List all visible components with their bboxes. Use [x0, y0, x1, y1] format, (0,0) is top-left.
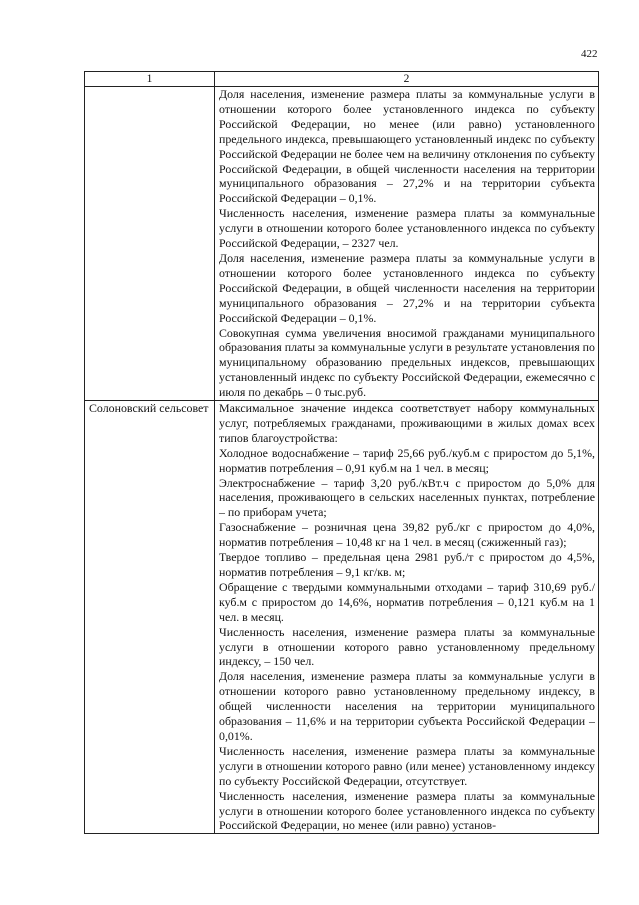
paragraph: Доля населения, изменение размера платы за коммунальные услуги в отношении которого равно установленному предельному индексу, в общей численности населения на территории муниципального образования – 11,6% и на территории субъекта Российской Федерации – 0,01%. [219, 669, 595, 743]
table-header-row [85, 72, 599, 87]
description-cell [215, 87, 599, 401]
paragraph: Максимальное значение индекса соответствует набору коммунальных услуг, потребляемых гражданами, проживающими в жилых домах всех типов благоустройства: [219, 401, 595, 445]
table-row [85, 401, 599, 834]
region-cell: Солоновский сельсовет [85, 401, 215, 834]
document-table [84, 71, 599, 834]
table-row [85, 87, 599, 401]
paragraph: Электроснабжение – тариф 3,20 руб./кВт.ч с приростом до 5,0% для населения, проживающего в сельских населенных пунктах, потребление – по приборам учета; [219, 475, 595, 520]
description-cell [215, 401, 599, 834]
paragraph: Доля населения, изменение размера платы за коммунальные услуги в отношении которого более установленного индекса по субъекту Российской Федерации, но менее (или равно) установленного предельного индекса, превышающего установленный индекс по субъекту Российской Федерации не более чем на величину отклонения по субъекту Российской Федерации, в общей численности населения на территории муниципального образования – 27,2% и на территории субъекта Российской Федерации – 0,1%. [219, 87, 595, 206]
paragraph: Численность населения, изменение размера платы за коммунальные услуги в отношении которого равно (или менее) установленному индексу по субъекту Российской Федерации, отсутствует. [219, 743, 595, 788]
column-header-1: 1 [85, 72, 215, 87]
paragraph: Численность населения, изменение размера платы за коммунальные услуги в отношении которого равно установленному предельному индексу, – 150 чел. [219, 624, 595, 669]
page-number: 422 [581, 48, 598, 60]
paragraph: Доля населения, изменение размера платы за коммунальные услуги в отношении которого более установленного индекса по субъекту Российской Федерации, в общей численности населения на территории муниципального образования – 27,2% и на территории субъекта Российской Федерации – 0,1%. [219, 250, 595, 325]
column-header-2: 2 [215, 72, 599, 87]
region-cell [85, 87, 215, 401]
paragraph: Численность населения, изменение размера платы за коммунальные услуги в отношении которого более установленного индекса по субъекту Российской Федерации, но менее (или равно) установ- [219, 788, 595, 833]
paragraph: Газоснабжение – розничная цена 39,82 руб./кг с приростом до 4,0%, норматив потребления – 10,48 кг на 1 чел. в месяц (сжиженный газ); [219, 520, 595, 550]
paragraph: Твердое топливо – предельная цена 2981 руб./т с приростом до 4,5%, норматив потребления – 9,1 кг/кв. м; [219, 550, 595, 579]
paragraph: Совокупная сумма увеличения вносимой гражданами муниципального образования платы за коммунальные услуги в результате установления по муниципальному образованию предельных индексов, превышающих установленный индекс по субъекту Российской Федерации, ежемесячно с июля по декабрь – 0 тыс.руб. [219, 325, 595, 400]
paragraph: Холодное водоснабжение – тариф 25,66 руб./куб.м с приростом до 5,1%, норматив потребления – 0,91 куб.м на 1 чел. в месяц; [219, 445, 595, 475]
paragraph: Обращение с твердыми коммунальными отходами – тариф 310,69 руб./куб.м с приростом до 14,6%, норматив потребления – 0,121 куб.м на 1 чел. в месяц. [219, 579, 595, 624]
paragraph: Численность населения, изменение размера платы за коммунальные услуги в отношении которого более установленного индекса по субъекту Российской Федерации, – 2327 чел. [219, 206, 595, 251]
